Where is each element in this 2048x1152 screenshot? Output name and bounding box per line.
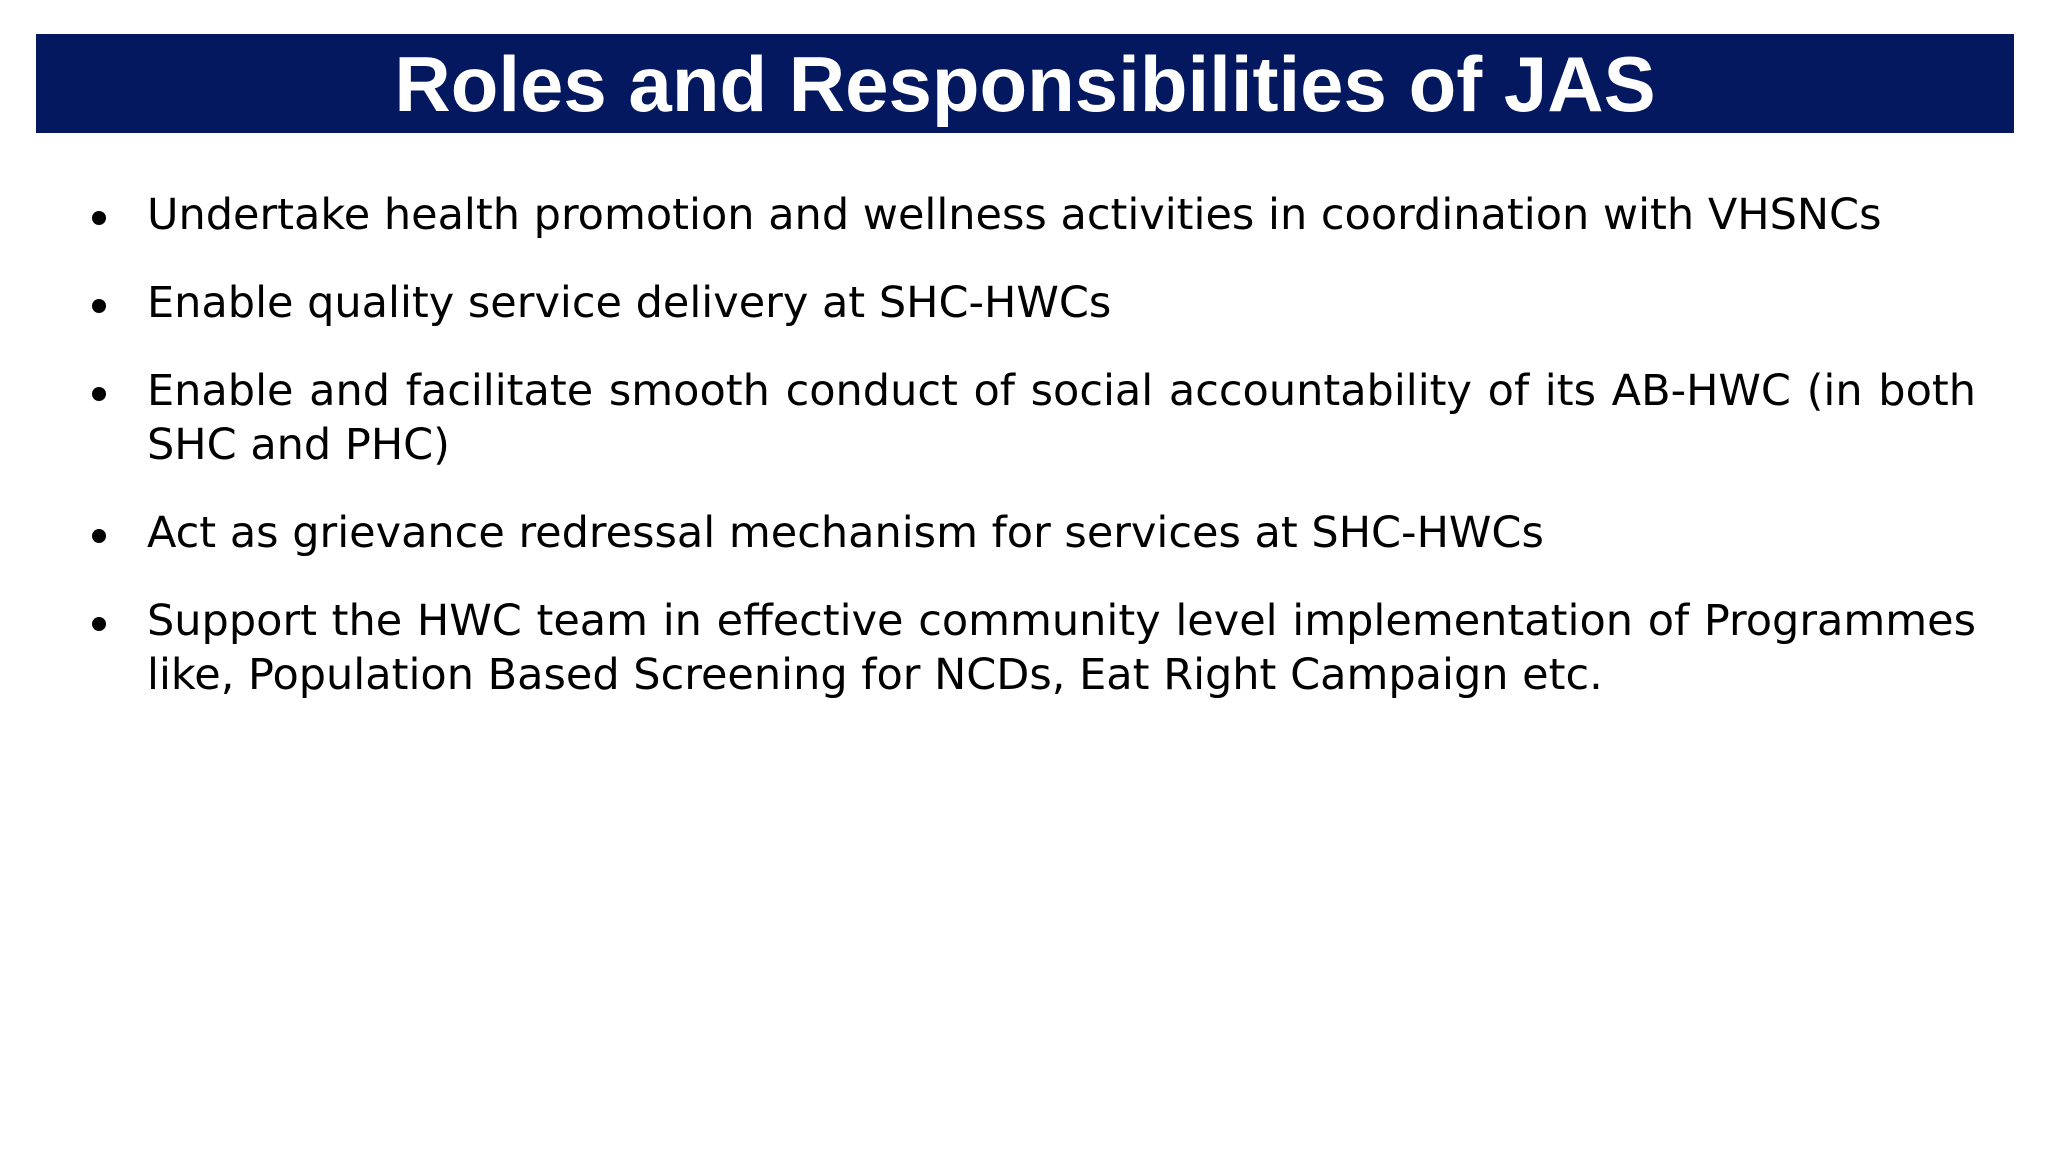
bullet-text: Undertake health promotion and wellness activities in coordination with VHSNCs <box>147 190 1882 240</box>
bullet-item-health-promotion <box>88 188 1976 242</box>
bullet-dot-icon <box>92 529 106 543</box>
bullet-text: Enable and facilitate smooth conduct of social accountability of its AB-HWC (in both SHC and PHC) <box>147 366 1976 470</box>
bullet-item-social-accountability <box>88 364 1976 472</box>
bullet-item-grievance-redressal <box>88 506 1976 560</box>
bullet-text: Enable quality service delivery at SHC-HWCs <box>147 278 1112 328</box>
bullet-list <box>88 188 1976 736</box>
bullet-item-quality-service <box>88 276 1976 330</box>
bullet-text: Support the HWC team in effective community level implementation of Programmes like, Population Based Screening for NCDs, Eat Right Campaign etc. <box>147 596 1976 700</box>
bullet-item-programme-support <box>88 594 1976 702</box>
bullet-dot-icon <box>92 387 106 401</box>
bullet-dot-icon <box>92 617 106 631</box>
bullet-text: Act as grievance redressal mechanism for services at SHC-HWCs <box>147 508 1544 558</box>
bullet-dot-icon <box>92 211 106 225</box>
bullet-dot-icon <box>92 299 106 313</box>
slide-title: Roles and Responsibilities of JAS <box>394 39 1656 128</box>
title-bar <box>36 34 2014 133</box>
